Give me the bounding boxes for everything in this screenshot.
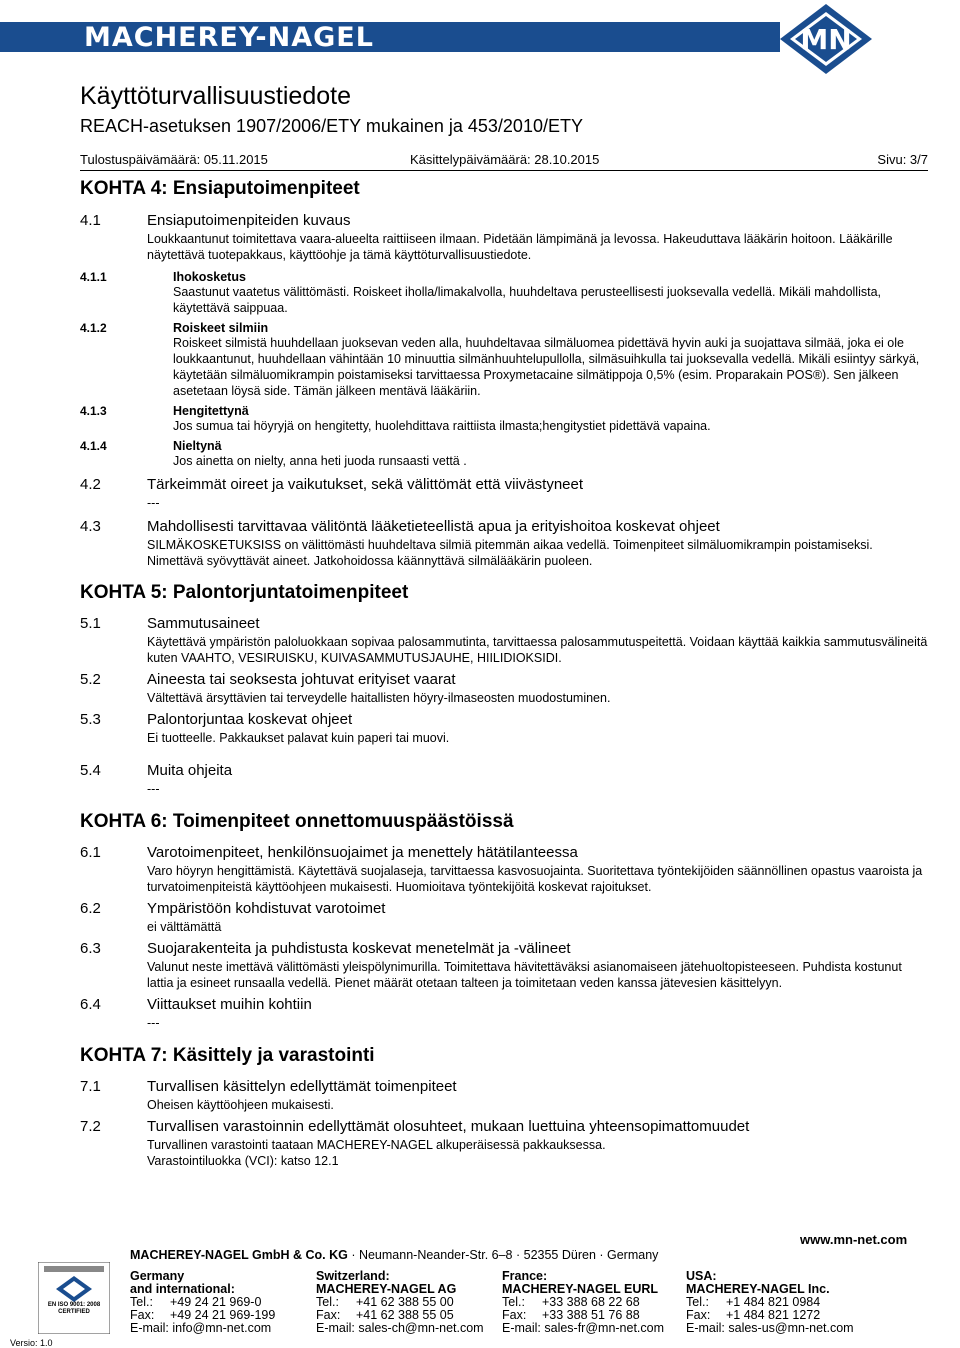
subsection-heading: Sammutusaineet — [147, 615, 260, 632]
section-5-title: KOHTA 5: Palontorjuntatoimenpiteet — [80, 582, 409, 603]
subsection-number: 6.3 — [80, 940, 101, 957]
subsection-text: Jos ainetta on nielty, anna heti juoda runsaasti vettä . — [173, 454, 467, 468]
company-name: MACHEREY-NAGEL GmbH & Co. KG — [130, 1248, 348, 1262]
subsection-5-4 — [80, 762, 928, 797]
subsection-number: 7.1 — [80, 1078, 101, 1095]
subsection-6-1 — [80, 844, 928, 895]
subsection-text: Varastointiluokka (VCI): katso 12.1 — [147, 1154, 339, 1168]
contact-tel: +49 24 21 969-0 — [170, 1295, 262, 1309]
subsection-text: --- — [147, 496, 160, 510]
brand-name: MACHEREY-NAGEL — [84, 22, 374, 53]
tel-label: Tel.: — [316, 1295, 339, 1309]
document-subtitle: REACH-asetuksen 1907/2006/ETY mukainen ja 453/2010/ETY — [80, 116, 583, 136]
contact-fax: +33 388 51 76 88 — [542, 1308, 640, 1322]
subsection-heading: Muita ohjeita — [147, 762, 233, 779]
subsection-text: Varo höyryn hengittämistä. Käytettävä suojalaseja, tarvittaessa kasvosuojainta. Suoritettava työntekijöiden säännöllinen opastus vaaroista ja turvatoimenpiteistä käyttöohjeen mukaisesti. Huomioitava työntekijöitä koskevat rajoitukset. — [147, 864, 923, 894]
fax-label: Fax: — [686, 1308, 711, 1322]
company-address — [130, 1248, 658, 1262]
contact-email[interactable]: E-mail: info@mn-net.com — [130, 1321, 272, 1335]
subsection-number: 5.2 — [80, 671, 101, 688]
subsection-text: Ei tuotteelle. Pakkaukset palavat kuin paperi tai muovi. — [147, 731, 450, 745]
tel-label: Tel.: — [130, 1295, 153, 1309]
company-street: · Neumann-Neander-Str. 6–8 · 52355 Düren · Germany — [347, 1248, 659, 1262]
contact-entity: MACHEREY-NAGEL Inc. — [686, 1282, 830, 1296]
subsection-6-4 — [80, 996, 928, 1031]
contact-entity: and international: — [130, 1282, 235, 1296]
section-4-title: KOHTA 4: Ensiaputoimenpiteet — [80, 178, 360, 199]
subsection-heading: Turvallisen varastoinnin edellyttämät olosuhteet, mukaan luettuina yhteensopimattomuudet — [147, 1118, 750, 1135]
subsection-4-1-2 — [80, 321, 928, 399]
subsection-number: 5.1 — [80, 615, 101, 632]
tel-label: Tel.: — [686, 1295, 709, 1309]
subsection-4-1-1 — [80, 270, 928, 316]
subsection-6-3 — [80, 940, 928, 991]
subsection-4-2 — [80, 476, 928, 511]
date-line — [80, 152, 928, 171]
subsection-text: Saastunut vaatetus välittömästi. Roiskeet iholla/limakalvolla, huuhdeltava perusteellisesti juoksevalla vedellä. Mikäli mahdollista, käytettävä saippuaa. — [173, 285, 882, 315]
subsection-number: 6.4 — [80, 996, 101, 1013]
subsection-text: SILMÄKOSKETUKSISS on välittömästi huuhdeltava silmiä pitemmän aikaa vedellä. Toimenpiteet silmäluomikrampin poistamiseksi. Nimettävä syövyttävät aineet. Jatkohoidossa käännyttävä silmälääkärin puoleen. — [147, 538, 873, 568]
mn-logo-icon — [778, 2, 874, 76]
subsection-number: 4.1.1 — [80, 270, 107, 284]
subsection-4-1-4 — [80, 439, 928, 469]
subsection-text: Roiskeet silmistä huuhdellaan juoksevan veden alla, huuhdeltavaa silmäluomea pidettävä hyvin auki ja suojattava silmää, joka ei ole loukkaantunut, huuhdellaan vähintään 10 minuuttia silmänhuuhtelupullolla, silmäsuihkulla tai juoksevalla vedellä. Mikäli esiintyy särkyä, käytetään silmäluomikrampin poistamiseksi tarvittaessa Proxymetacaine silmätippoja 0,5% (esim. Proparakain POS®). Sen jälkeen asetetaan löysä side. Tämän jälkeen mentävä lääkäriin. — [173, 336, 920, 398]
website-link[interactable]: www.mn-net.com — [800, 1232, 908, 1247]
document-title: Käyttöturvallisuustiedote — [80, 82, 351, 110]
contact-germany — [130, 1270, 275, 1335]
version-label: Versio: 1.0 — [10, 1338, 53, 1348]
subsection-4-1-3 — [80, 404, 928, 434]
subsection-number: 4.1.4 — [80, 439, 107, 453]
contact-tel: +33 388 68 22 68 — [542, 1295, 640, 1309]
page-footer — [0, 1232, 960, 1348]
processed-date: Käsittelypäivämäärä: 28.10.2015 — [410, 152, 600, 167]
subsection-text: Jos sumua tai höyryjä on hengitetty, huolehdittava raittiista ilmasta;hengitystiet pidettävä vapaina. — [173, 419, 711, 433]
subsection-heading: Roiskeet silmiin — [173, 321, 269, 335]
tel-label: Tel.: — [502, 1295, 525, 1309]
subsection-5-2 — [80, 671, 928, 706]
subsection-heading: Hengitettynä — [173, 404, 249, 418]
subsection-number: 4.3 — [80, 518, 101, 535]
fax-label: Fax: — [316, 1308, 341, 1322]
subsection-heading: Ihokosketus — [173, 270, 246, 284]
subsection-heading: Viittaukset muihin kohtiin — [147, 996, 312, 1013]
subsection-heading: Ensiaputoimenpiteiden kuvaus — [147, 212, 351, 229]
subsection-number: 6.1 — [80, 844, 101, 861]
page-header — [0, 0, 960, 76]
contact-email[interactable]: E-mail: sales-us@mn-net.com — [686, 1321, 854, 1335]
subsection-text: Vältettävä ärsyttävien tai terveydelle haitallisten höyry-ilmaseosten muodostuminen. — [147, 691, 611, 705]
subsection-text: Käytettävä ympäristön paloluokkaan sopivaa palosammutinta, tarvittaessa palosammutuspeitettä. Voidaan käyttää kaikkia sammutusvälineitä kuten VAAHTO, VESIRUISKU, KUIVASAMMUTUSJAUHE, HIILIDIOKSIDI. — [147, 635, 928, 665]
section-7-title: KOHTA 7: Käsittely ja varastointi — [80, 1045, 375, 1066]
document-body — [80, 178, 928, 1169]
subsection-heading: Turvallisen käsittelyn edellyttämät toimenpiteet — [147, 1078, 457, 1095]
subsection-7-1 — [80, 1078, 928, 1113]
subsection-6-2 — [80, 900, 928, 935]
subsection-number: 7.2 — [80, 1118, 101, 1135]
subsection-heading: Varotoimenpiteet, henkilönsuojaimet ja menettely hätätilanteessa — [147, 844, 578, 861]
iso-certification-icon — [38, 1262, 110, 1334]
contact-entity: MACHEREY-NAGEL EURL — [502, 1282, 659, 1296]
subsection-heading: Tärkeimmät oireet ja vaikutukset, sekä välittömät että viivästyneet — [147, 476, 584, 493]
contact-region: USA: — [686, 1269, 717, 1283]
subsection-number: 5.3 — [80, 711, 101, 728]
contact-email[interactable]: E-mail: sales-fr@mn-net.com — [502, 1321, 665, 1335]
subsection-heading: Nieltynä — [173, 439, 222, 453]
contact-entity: MACHEREY-NAGEL AG — [316, 1282, 457, 1296]
contact-france — [502, 1270, 664, 1335]
subsection-4-1 — [80, 212, 928, 263]
contact-region: Germany — [130, 1269, 185, 1283]
fax-label: Fax: — [130, 1308, 155, 1322]
subsection-heading: Ympäristöön kohdistuvat varotoimet — [147, 900, 386, 917]
certification-label: EN ISO 9001: 2008 CERTIFIED — [47, 1302, 101, 1315]
subsection-5-3 — [80, 711, 928, 746]
contact-region: France: — [502, 1269, 548, 1283]
subsection-number: 4.1.2 — [80, 321, 107, 335]
subsection-7-2 — [80, 1118, 928, 1169]
subsection-text: --- — [147, 782, 160, 796]
page-number: Sivu: 3/7 — [877, 152, 928, 167]
subsection-number: 6.2 — [80, 900, 101, 917]
contact-email[interactable]: E-mail: sales-ch@mn-net.com — [316, 1321, 484, 1335]
subsection-number: 5.4 — [80, 762, 101, 779]
subsection-number: 4.1 — [80, 212, 101, 229]
contact-switzerland — [316, 1270, 484, 1335]
contact-usa — [686, 1270, 854, 1335]
contact-region: Switzerland: — [316, 1269, 390, 1283]
print-date: Tulostuspäivämäärä: 05.11.2015 — [80, 152, 268, 167]
section-6-title: KOHTA 6: Toimenpiteet onnettomuuspäästöissä — [80, 811, 514, 832]
subsection-4-3 — [80, 518, 928, 569]
subsection-text: --- — [147, 1016, 160, 1030]
fax-label: Fax: — [502, 1308, 527, 1322]
subsection-text: Valunut neste imettävä välittömästi yleispölynimurilla. Toimitettava hävitettäväksi asianomaiseen jätehuoltopisteeseen. Puhdista kostunut lattia ja esineet runsaalla vedellä. Pienet määrät otetaan talteen ja toimitetaan veden kanssa jätevesien käsittelyyn. — [147, 960, 902, 990]
subsection-heading: Palontorjuntaa koskevat ohjeet — [147, 711, 353, 728]
logo-text: MN — [800, 23, 852, 56]
subsection-heading: Mahdollisesti tarvittavaa välitöntä lääketieteellistä apua ja erityishoitoa koskevat ohjeet — [147, 518, 720, 535]
subsection-heading: Suojarakenteita ja puhdistusta koskevat menetelmät ja -välineet — [147, 940, 571, 957]
subsection-number: 4.2 — [80, 476, 101, 493]
contact-fax: +49 24 21 969-199 — [170, 1308, 276, 1322]
subsection-text: Oheisen käyttöohjeen mukaisesti. — [147, 1098, 334, 1112]
contact-fax: +1 484 821 1272 — [726, 1308, 821, 1322]
subsection-text: Turvallinen varastointi taataan MACHEREY-NAGEL alkuperäisessä pakkauksessa. — [147, 1138, 606, 1152]
contact-tel: +41 62 388 55 00 — [356, 1295, 454, 1309]
subsection-text: ei välttämättä — [147, 920, 222, 934]
subsection-number: 4.1.3 — [80, 404, 107, 418]
subsection-text: Loukkaantunut toimitettava vaara-alueelta raittiiseen ilmaan. Pidetään lämpimänä ja levossa. Hakeuduttava lääkärin hoitoon. Lääkärille näytettävä tuotepakkaus, käyttöohje ja tämä käyttöturvallisuustiedote. — [147, 232, 893, 262]
contact-tel: +1 484 821 0984 — [726, 1295, 821, 1309]
subsection-heading: Aineesta tai seoksesta johtuvat erityiset vaarat — [147, 671, 456, 688]
contact-fax: +41 62 388 55 05 — [356, 1308, 454, 1322]
subsection-5-1 — [80, 615, 928, 666]
